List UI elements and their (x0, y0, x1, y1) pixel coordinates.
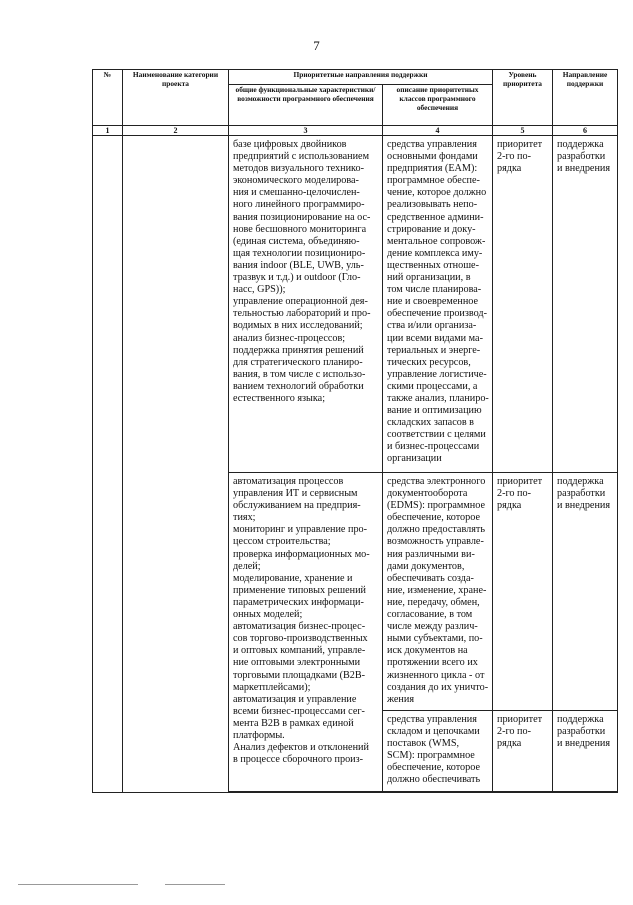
general-text: автоматизация процессов управления ИТ и сервисным обслуживанием на предприя- тиях; мониторинг и управление про- цессом строительства; проверка информационных мо- делей; моделирование, хранение и применение типовых решений параметрических информаци- онных моделей; автоматизация бизнес-процес- сов торгово-производственных и оптовых компаний, управле- ние оптовыми электронными торговыми площадками (B2B- маркетплейсами); автоматизация и управление всеми бизнес-процессами сег- мента B2B в рамках единой платформы. Анализ дефектов и отклонений в процессе сборочного произ- (233, 476, 370, 766)
header-category: Наименование категории проекта (123, 70, 229, 126)
header-description: описание приоритетных классов программного обеспечения (383, 85, 493, 126)
index-cell: 1 (93, 126, 123, 136)
tail-cell (229, 792, 383, 793)
num-cell (93, 136, 123, 793)
header-general: общие функциональные характеристики/ возможности программного обеспечения (229, 85, 383, 126)
description-cell (383, 473, 493, 711)
direction-cell (553, 711, 618, 792)
direction-text: поддержка разработки и внедрения (557, 139, 611, 175)
level-cell (493, 711, 553, 792)
direction-text: поддержка разработки и внедрения (557, 476, 611, 512)
table-row (93, 136, 618, 473)
header-priority: Приоритетные направления поддержки (229, 70, 493, 85)
description-text: средства управления складом и цепочками поставок (WMS, SCM): программное обеспечение, которое должно обеспечивать (387, 714, 481, 786)
tail-cell (493, 792, 553, 793)
support-directions-table (92, 69, 618, 793)
index-cell: 5 (493, 126, 553, 136)
index-cell: 3 (229, 126, 383, 136)
tail-cell (383, 792, 493, 793)
direction-text: поддержка разработки и внедрения (557, 714, 611, 750)
header-level: Уровень приоритета (493, 70, 553, 126)
level-cell (493, 136, 553, 473)
direction-cell (553, 136, 618, 473)
level-text: приоритет 2-го по- рядка (497, 139, 543, 175)
direction-cell (553, 473, 618, 711)
scan-artifact (165, 884, 225, 885)
index-cell: 4 (383, 126, 493, 136)
level-text: приоритет 2-го по- рядка (497, 714, 543, 750)
general-cell (229, 473, 383, 792)
page-number: 7 (313, 38, 320, 53)
category-cell (123, 136, 229, 793)
level-text: приоритет 2-го по- рядка (497, 476, 543, 512)
level-cell (493, 473, 553, 711)
scan-artifact (18, 884, 138, 885)
description-text: средства электронного документооборота (EDMS): программное обеспечение, которое должно предоставлять возможность управле- ния различными ви- дами документов, обеспечивать созда- ние, изменение, хране- ние, передачу, обмен, согласование, в том числе между различ- ными субъектами, по- иск документов на протяжении всего их жизненного цикла - от создания до их уничто- жения (387, 476, 489, 705)
index-cell: 6 (553, 126, 618, 136)
header-direction: Направление поддержки (553, 70, 618, 126)
general-text: базе цифровых двойников предприятий с использованием методов визуального технико- экономического моделирова- ния и смешанно-целочислен- ного линейного программиро- вания позиционирование на ос- нове бесшовного мониторинга (единая система, объединяю- щая технологии позициониро- вания indoor (BLE, UWB, уль- тразвук и т.д.) и outdoor (Гло- насс, GPS)); управление операционной дея- тельностью лабораторий и про- водимых в них исследований; анализ бизнес-процессов; поддержка принятия решений для стратегического планиро- вания, в том числе с использо- ванием технологий обработки естественного языка; (233, 139, 371, 404)
header-row (93, 70, 618, 85)
header-num: № (93, 70, 123, 126)
description-cell (383, 136, 493, 473)
index-row (93, 126, 618, 136)
description-cell (383, 711, 493, 792)
index-cell: 2 (123, 126, 229, 136)
description-text: средства управления основными фондами предприятия (EAM): программное обеспе- чение, которое должно реализовывать непо- средственное админи- стрирование и доку- ментальное сопровож- дение комплекса иму- щественных отноше- ний организации, в том числе планирова- ние и своевременное обеспечение производ- ства и/или организа- ции всеми видами ма- териальных и энерге- тических ресурсов, управление логистиче- скими процессами, а также анализ, планиро- вание и оптимизацию складских запасов в соответствии с целями и бизнес-процессами организации (387, 139, 489, 465)
tail-cell (553, 792, 618, 793)
general-cell (229, 136, 383, 473)
